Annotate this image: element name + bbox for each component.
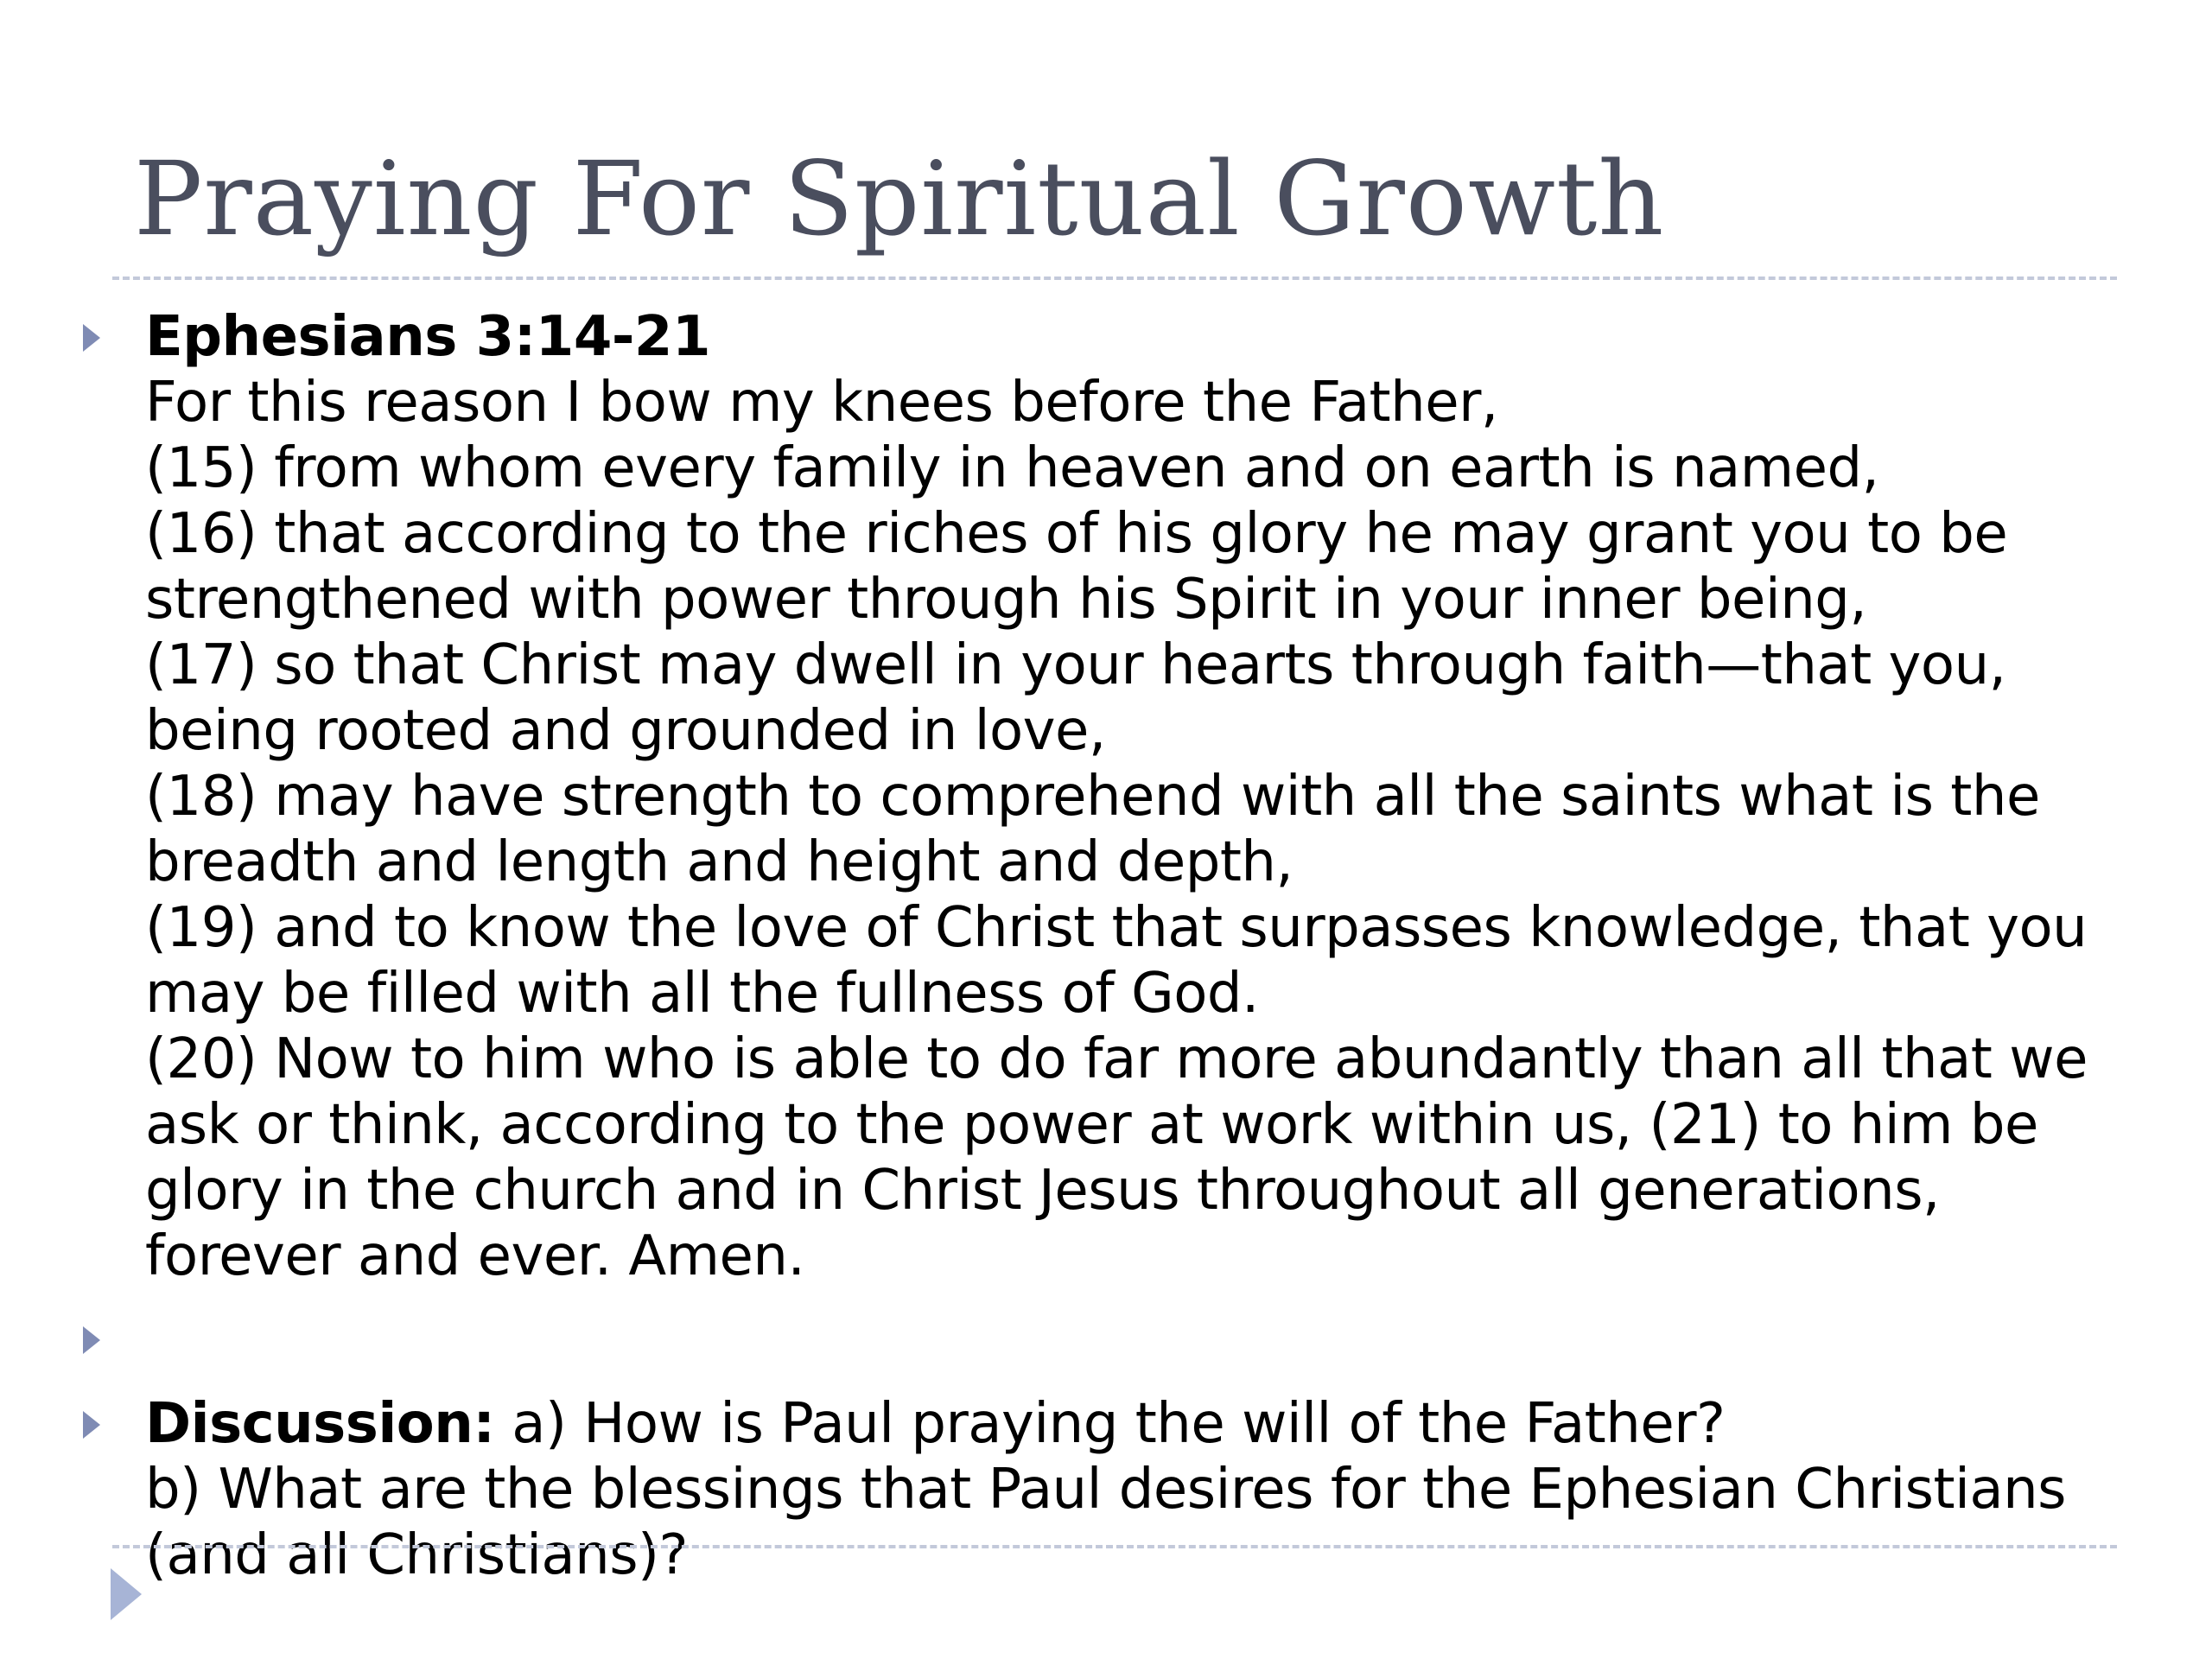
title-divider	[112, 276, 2117, 280]
passage-line: glory in the church and in Christ Jesus throughout all generations,	[145, 1159, 1940, 1223]
corner-arrow-icon	[111, 1568, 142, 1620]
passage-line: being rooted and grounded in love,	[145, 699, 1106, 763]
passage-line: breadth and length and height and depth,	[145, 830, 1294, 894]
footer-divider	[112, 1545, 2117, 1548]
passage-line: (20) Now to him who is able to do far more abundantly than all that we	[145, 1027, 2088, 1091]
passage-reference: Ephesians 3:14-21	[145, 305, 710, 369]
passage-line: For this reason I bow my knees before the Father,	[145, 371, 1498, 435]
bullet-arrow-icon	[83, 324, 100, 352]
passage-line: (16) that according to the riches of his glory he may grant you to be	[145, 502, 2008, 566]
discussion-question-a: a) How is Paul praying the will of the Father?	[494, 1392, 1726, 1456]
discussion-question-b: b) What are the blessings that Paul desires for the Ephesian Christians	[145, 1458, 2066, 1522]
passage-line: ask or think, according to the power at work within us, (21) to him be	[145, 1093, 2038, 1157]
passage-line: (17) so that Christ may dwell in your hearts through faith—that you,	[145, 633, 2006, 697]
passage-line: (15) from whom every family in heaven and on earth is named,	[145, 436, 1879, 500]
discussion-question-b-continued: (and all Christians)?	[145, 1523, 688, 1587]
passage-block	[145, 304, 2167, 1289]
bullet-arrow-icon	[83, 1411, 100, 1439]
bullet-arrow-icon	[83, 1326, 100, 1354]
discussion-block	[145, 1391, 2167, 1588]
passage-line: forever and ever. Amen.	[145, 1224, 805, 1288]
passage-line: (19) and to know the love of Christ that surpasses knowledge, that you	[145, 896, 2088, 960]
slide-title: Praying For Spiritual Growth	[134, 139, 1665, 258]
passage-line: may be filled with all the fullness of God.	[145, 962, 1259, 1026]
passage-line: (18) may have strength to comprehend with all the saints what is the	[145, 765, 2040, 829]
discussion-label: Discussion:	[145, 1392, 495, 1456]
passage-line: strengthened with power through his Spirit in your inner being,	[145, 568, 1867, 632]
